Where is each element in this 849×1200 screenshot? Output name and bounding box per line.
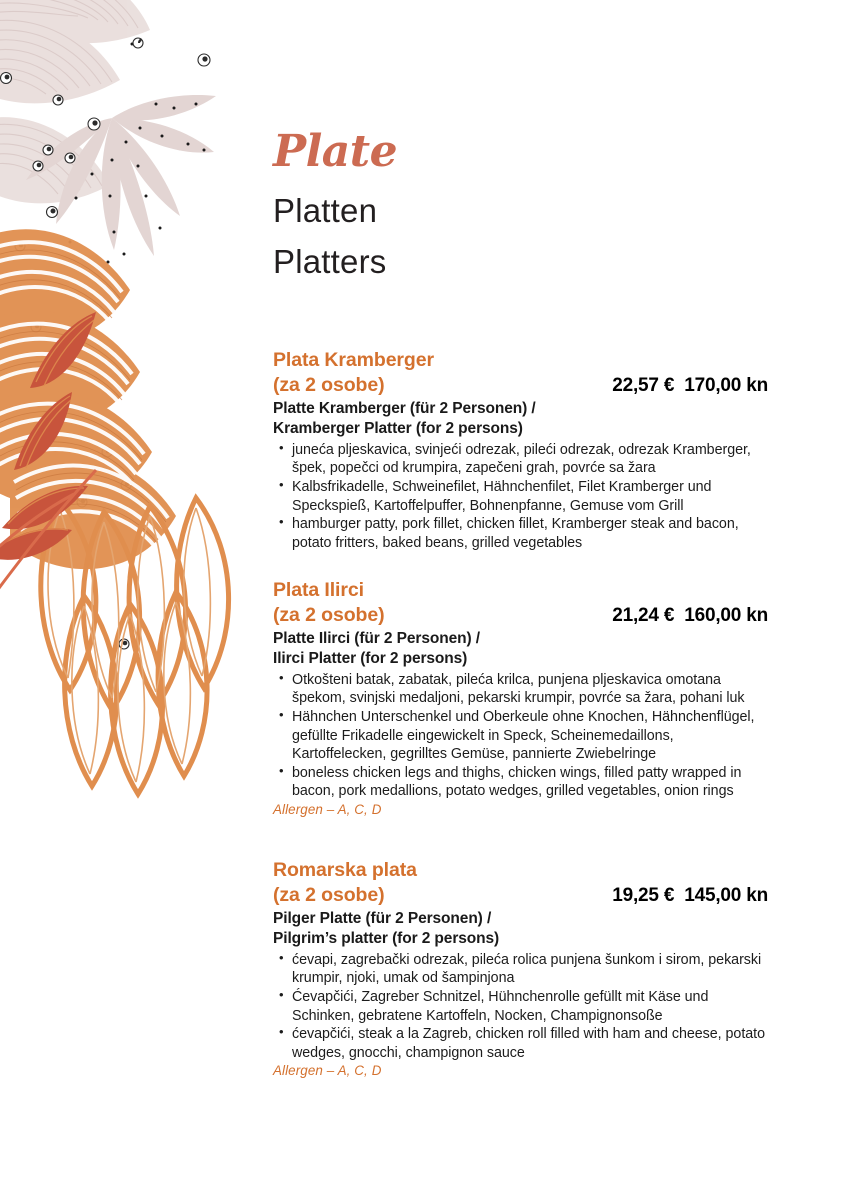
description-hr: • Otkošteni batak, zabatak, pileća krilca, punjena pljeskavica omotana špekom, svinjski medaljoni, pekarski krumpir, povrće sa žara, pohani luk	[273, 671, 768, 708]
menu-item-portion-hr: (za 2 osobe)	[273, 604, 385, 627]
ring-motifs	[1, 38, 211, 649]
menu-item	[273, 858, 768, 1078]
orange-outline-leaves	[41, 498, 229, 794]
page-title-en: Platters	[273, 243, 387, 280]
leaf-speckles	[69, 43, 206, 264]
page-title-de: Platten	[273, 192, 378, 229]
allergen-note: Allergen – A, C, D	[273, 801, 382, 817]
menu-item	[273, 348, 768, 552]
description-en: • hamburger patty, pork fillet, chicken fillet, Kramberger steak and bacon, potato fritters, baked beans, grilled vegetables	[273, 515, 768, 552]
menu-item-name-hr: Plata Kramberger	[273, 349, 434, 371]
menu-item-portion-hr: (za 2 osobe)	[273, 884, 385, 907]
allergen-note: Allergen – A, C, D	[273, 1063, 382, 1079]
menu-item-subtitle-en: Kramberger Platter (for 2 persons)	[273, 420, 523, 438]
description-de: • Kalbsfrikadelle, Schweinefilet, Hähnchenfilet, Filet Kramberger und Speckspieß, Kartoffelpuffer, Bohnenpfanne, Gemuse vom Grill	[273, 478, 768, 515]
description-en: • ćevapčići, steak a la Zagreb, chicken roll filled with ham and cheese, potato wedges, gnocchi, champignon sauce	[273, 1025, 768, 1062]
menu-item-portion-hr: (za 2 osobe)	[273, 374, 385, 397]
menu-item-descriptions	[273, 951, 768, 1062]
description-en: • boneless chicken legs and thighs, chicken wings, filled patty wrapped in bacon, pork medallions, potato wedges, grilled vegetables, onion rings	[273, 764, 768, 801]
menu-item-descriptions	[273, 671, 768, 801]
price-kn: 145,00 kn	[684, 885, 768, 906]
page-title-script: Plate	[273, 126, 398, 177]
description-hr: • ćevapi, zagrebački odrezak, pileća rolica punjena šunkom i sirom, pekarski krumpir, njoki, umak od šampinjona	[273, 951, 768, 988]
menu-item-heading	[273, 348, 768, 399]
price-kn: 160,00 kn	[684, 605, 768, 626]
menu-item-name-hr: Romarska plata	[273, 859, 417, 881]
menu-item-subtitle-de: Platte Kramberger (für 2 Personen) /	[273, 399, 536, 417]
menu-item-heading	[273, 578, 768, 629]
price-eur: 19,25 €	[612, 885, 675, 906]
description-hr: • juneća pljeskavica, svinjeći odrezak, pileći odrezak, odrezak Kramberger, špek, popečci od krumpira, zapečeni grah, povrće sa žara	[273, 441, 768, 478]
menu-item-subtitle-de: Platte Ilirci (für 2 Personen) /	[273, 629, 480, 647]
orange-leaf-veins	[48, 508, 210, 782]
orange-leaf-cluster	[0, 229, 176, 569]
botanical-decoration	[0, 0, 260, 800]
menu-item-name-hr: Plata Ilirci	[273, 579, 364, 601]
menu-item-price	[612, 374, 768, 399]
price-kn: 170,00 kn	[684, 375, 768, 396]
price-eur: 22,57 €	[612, 375, 675, 396]
description-de: • Hähnchen Unterschenkel und Oberkeule ohne Knochen, Hähnchenflügel, gefüllte Frikadelle eingewickelt in Speck, Scheinemedaillons, Kartoffelecken, gegrilltes Gemüse, pannierte Zwiebelringe	[273, 708, 768, 764]
menu-item-subtitle-de: Pilger Platte (für 2 Personen) /	[273, 909, 492, 927]
menu-item-heading	[273, 858, 768, 909]
menu-item-descriptions	[273, 441, 768, 552]
pink-petal-cluster	[0, 0, 150, 203]
menu-item	[273, 578, 768, 817]
menu-item-subtitle-en: Pilgrim’s platter (for 2 persons)	[273, 930, 500, 948]
terracotta-accent-leaves	[0, 312, 96, 600]
description-de: • Ćevapčići, Zagreber Schnitzel, Hühnchenrolle gefüllt mit Käse und Schinken, gebratene Kartoffeln, Nocken, Champignonsoße	[273, 988, 768, 1025]
price-eur: 21,24 €	[612, 605, 675, 626]
menu-item-price	[612, 884, 768, 909]
menu-item-price	[612, 604, 768, 629]
pink-leaf-spray	[26, 95, 216, 256]
menu-item-subtitle-en: Ilirci Platter (for 2 persons)	[273, 650, 468, 668]
